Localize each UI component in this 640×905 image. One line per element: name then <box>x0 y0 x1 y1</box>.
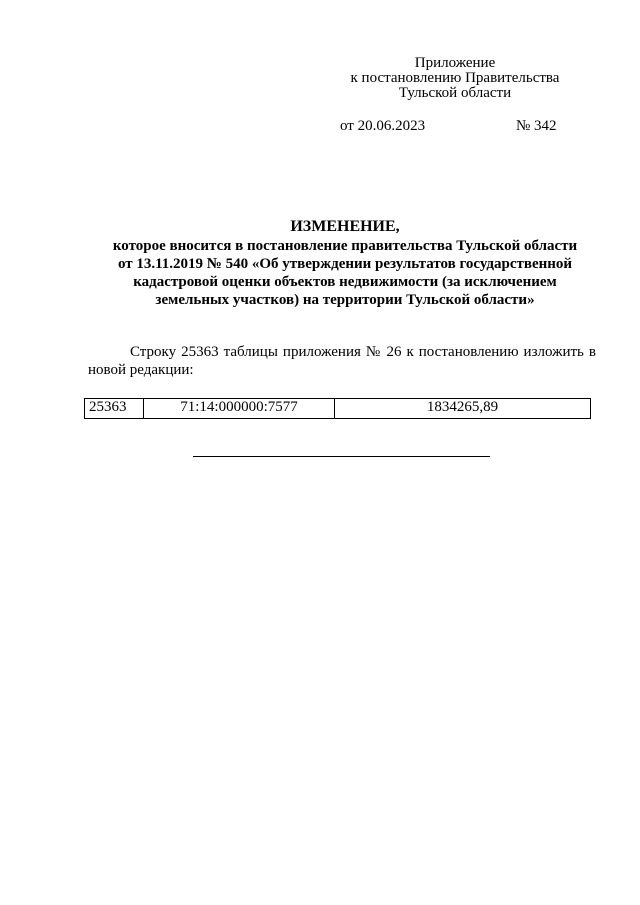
end-divider <box>193 456 490 457</box>
body-paragraph: Строку 25363 таблицы приложения № 26 к постановлению изложить в новой редакции: <box>88 344 596 378</box>
title-line-2: от 13.11.2019 № 540 «Об утверждении результатов государственной <box>117 256 573 272</box>
decree-number: № 342 <box>516 118 557 134</box>
appendix-header <box>330 56 580 101</box>
appendix-line-3: Тульской области <box>398 85 512 101</box>
title-line-3: кадастровой оценки объектов недвижимости (за исключением <box>133 274 557 290</box>
title-line-1: которое вносится в постановление правительства Тульской области <box>112 238 578 254</box>
amendment-table <box>84 398 591 419</box>
cadastral-number-cell: 71:14:000000:7577 <box>144 399 335 419</box>
decree-date: от 20.06.2023 <box>340 118 426 134</box>
row-number-cell: 25363 <box>85 399 144 419</box>
cadastral-value-cell: 1834265,89 <box>335 399 591 419</box>
title-heading: ИЗМЕНЕНИЕ, <box>290 218 400 235</box>
title-line-4: земельных участков) на территории Тульской области» <box>155 292 535 308</box>
table-row <box>85 399 591 419</box>
appendix-line-1: Приложение <box>414 55 496 71</box>
appendix-line-2: к постановлению Правительства <box>350 70 560 86</box>
document-title <box>90 218 600 309</box>
